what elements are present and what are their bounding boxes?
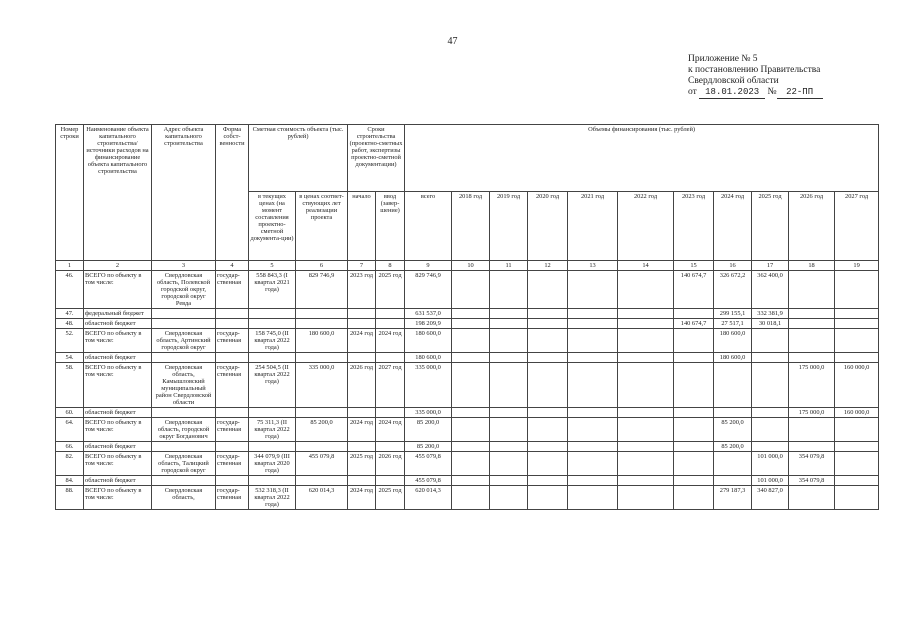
table-cell-col-12 <box>528 476 568 486</box>
table-cell-col-16 <box>714 452 752 476</box>
table-cell-col-11 <box>490 476 528 486</box>
table-cell-col-19 <box>835 329 879 353</box>
column-number: 11 <box>490 261 528 271</box>
table-cell-col-10 <box>452 452 490 476</box>
table-row <box>56 319 879 329</box>
header-address: Адрес объекта капитального строительства <box>152 125 216 261</box>
column-number: 17 <box>752 261 789 271</box>
table-cell-col-15 <box>674 418 714 442</box>
table-cell-col-2: областной бюджет <box>84 442 152 452</box>
header-estimated-cost: Сметная стоимость объекта (тыс. рублей) <box>249 125 348 192</box>
table-cell-col-19 <box>835 452 879 476</box>
table-cell-col-15 <box>674 309 714 319</box>
table-cell-col-19 <box>835 309 879 319</box>
table-cell-col-2: федеральный бюджет <box>84 309 152 319</box>
table-cell-col-8 <box>376 319 405 329</box>
table-cell-col-15: 140 674,7 <box>674 319 714 329</box>
table-cell-col-12 <box>528 309 568 319</box>
table-cell-col-1: 52. <box>56 329 84 353</box>
table-cell-col-13 <box>568 309 618 319</box>
table-cell-col-7 <box>348 309 376 319</box>
date-prefix: от <box>688 87 697 97</box>
table-cell-col-7: 2024 год <box>348 329 376 353</box>
table-cell-col-5: 158 745,0 (II квартал 2022 года) <box>249 329 296 353</box>
table-cell-col-5: 532 318,3 (II квартал 2022 года) <box>249 486 296 510</box>
table-cell-col-3 <box>152 476 216 486</box>
table-cell-col-17 <box>752 442 789 452</box>
table-cell-col-19 <box>835 442 879 452</box>
column-number: 1 <box>56 261 84 271</box>
table-cell-col-14 <box>618 408 674 418</box>
table-cell-col-10 <box>452 319 490 329</box>
table-cell-col-12 <box>528 442 568 452</box>
table-cell-col-18: 175 000,0 <box>789 363 835 408</box>
table-cell-col-11 <box>490 408 528 418</box>
table-cell-col-11 <box>490 319 528 329</box>
table-cell-col-17 <box>752 408 789 418</box>
table-cell-col-11 <box>490 271 528 309</box>
table-cell-col-1: 54. <box>56 353 84 363</box>
header-year: 2026 год <box>789 192 835 261</box>
table-cell-col-9: 829 746,9 <box>405 271 452 309</box>
table-cell-col-8: 2026 год <box>376 452 405 476</box>
table-cell-col-2: областной бюджет <box>84 408 152 418</box>
table-cell-col-17 <box>752 329 789 353</box>
table-cell-col-11 <box>490 353 528 363</box>
table-cell-col-4 <box>216 442 249 452</box>
table-cell-col-4: государ-ственная <box>216 271 249 309</box>
table-cell-col-19 <box>835 271 879 309</box>
table-cell-col-11 <box>490 418 528 442</box>
table-cell-col-1: 48. <box>56 319 84 329</box>
table-cell-col-1: 66. <box>56 442 84 452</box>
table-cell-col-4: государ-ственная <box>216 363 249 408</box>
table-cell-col-1: 46. <box>56 271 84 309</box>
table-cell-col-17: 332 381,9 <box>752 309 789 319</box>
table-cell-col-18 <box>789 329 835 353</box>
table-cell-col-5 <box>249 309 296 319</box>
table-cell-col-3: Свердловская область, Талицкий городской округ <box>152 452 216 476</box>
table-cell-col-1: 58. <box>56 363 84 408</box>
table-cell-col-7: 2026 год <box>348 363 376 408</box>
table-cell-col-4: государ-ственная <box>216 329 249 353</box>
table-cell-col-13 <box>568 353 618 363</box>
page-number: 47 <box>447 36 458 47</box>
table-cell-col-17 <box>752 353 789 363</box>
header-year: 2022 год <box>618 192 674 261</box>
table-cell-col-13 <box>568 442 618 452</box>
table-cell-col-7: 2024 год <box>348 486 376 510</box>
table-cell-col-10 <box>452 353 490 363</box>
table-cell-col-9: 85 200,0 <box>405 418 452 442</box>
table-cell-col-18 <box>789 309 835 319</box>
table-cell-col-14 <box>618 452 674 476</box>
table-row <box>56 408 879 418</box>
table-row <box>56 486 879 510</box>
column-number: 10 <box>452 261 490 271</box>
table-cell-col-4: государ-ственная <box>216 418 249 442</box>
table-cell-col-12 <box>528 408 568 418</box>
appendix-block <box>688 54 823 99</box>
header-row-number: Номер строки <box>56 125 84 261</box>
table-cell-col-15 <box>674 452 714 476</box>
table-cell-col-17 <box>752 418 789 442</box>
table-cell-col-15 <box>674 442 714 452</box>
header-cost-year-prices: в ценах соответ-ствующих лет реализации проекта <box>296 192 348 261</box>
table-cell-col-2: областной бюджет <box>84 476 152 486</box>
table-cell-col-7 <box>348 408 376 418</box>
column-number: 3 <box>152 261 216 271</box>
table-cell-col-9: 180 600,0 <box>405 329 452 353</box>
table-cell-col-2: ВСЕГО по объекту в том числе: <box>84 363 152 408</box>
table-cell-col-15 <box>674 476 714 486</box>
table-cell-col-15 <box>674 329 714 353</box>
table-cell-col-7 <box>348 319 376 329</box>
column-number: 5 <box>249 261 296 271</box>
table-cell-col-5 <box>249 442 296 452</box>
table-cell-col-14 <box>618 271 674 309</box>
table-cell-col-2: ВСЕГО по объекту в том числе: <box>84 418 152 442</box>
table-cell-col-16: 180 600,0 <box>714 353 752 363</box>
header-year: 2019 год <box>490 192 528 261</box>
table-cell-col-17: 101 000,0 <box>752 476 789 486</box>
table-cell-col-10 <box>452 442 490 452</box>
table-cell-col-14 <box>618 363 674 408</box>
table-cell-col-12 <box>528 271 568 309</box>
number-value: 22-ПП <box>777 87 823 99</box>
table-cell-col-12 <box>528 452 568 476</box>
table-cell-col-18: 354 079,8 <box>789 452 835 476</box>
table-cell-col-14 <box>618 319 674 329</box>
table-cell-col-8 <box>376 442 405 452</box>
table-cell-col-2: областной бюджет <box>84 319 152 329</box>
table-cell-col-17 <box>752 363 789 408</box>
table-cell-col-16 <box>714 363 752 408</box>
table-cell-col-5: 254 504,5 (II квартал 2022 года) <box>249 363 296 408</box>
table-cell-col-7: 2025 год <box>348 452 376 476</box>
table-cell-col-8: 2027 год <box>376 363 405 408</box>
table-cell-col-3: Свердловская область, <box>152 486 216 510</box>
column-number: 4 <box>216 261 249 271</box>
table-cell-col-5: 75 311,3 (II квартал 2022 года) <box>249 418 296 442</box>
table-cell-col-6 <box>296 442 348 452</box>
table-cell-col-8 <box>376 353 405 363</box>
column-number: 2 <box>84 261 152 271</box>
table-cell-col-8 <box>376 309 405 319</box>
table-cell-col-12 <box>528 418 568 442</box>
table-cell-col-14 <box>618 418 674 442</box>
table-cell-col-10 <box>452 476 490 486</box>
table-cell-col-9: 335 000,0 <box>405 363 452 408</box>
table-cell-col-6 <box>296 319 348 329</box>
header-funding-volume: Объемы финансирования (тыс. рублей) <box>405 125 879 192</box>
table-cell-col-4: государ-ственная <box>216 452 249 476</box>
table-cell-col-14 <box>618 309 674 319</box>
column-number: 6 <box>296 261 348 271</box>
table-cell-col-19 <box>835 353 879 363</box>
table-cell-col-12 <box>528 363 568 408</box>
table-cell-col-9: 180 600,0 <box>405 353 452 363</box>
table-cell-col-6 <box>296 309 348 319</box>
table-cell-col-4: государ-ственная <box>216 486 249 510</box>
header-year: 2021 год <box>568 192 618 261</box>
table-cell-col-6: 335 000,0 <box>296 363 348 408</box>
number-prefix: № <box>767 87 777 97</box>
column-number: 8 <box>376 261 405 271</box>
table-cell-col-3 <box>152 408 216 418</box>
table-cell-col-18 <box>789 319 835 329</box>
table-cell-col-11 <box>490 363 528 408</box>
table-row <box>56 271 879 309</box>
table-cell-col-16: 279 187,3 <box>714 486 752 510</box>
table-cell-col-9: 85 200,0 <box>405 442 452 452</box>
table-cell-col-13 <box>568 486 618 510</box>
table-row <box>56 452 879 476</box>
table-cell-col-12 <box>528 329 568 353</box>
table-cell-col-8 <box>376 408 405 418</box>
funding-table <box>55 124 879 510</box>
table-cell-col-10 <box>452 418 490 442</box>
header-term-start: начало <box>348 192 376 261</box>
table-cell-col-13 <box>568 271 618 309</box>
appendix-date-line <box>688 87 823 99</box>
table-cell-col-3: Свердловская область, Артинский городской округ <box>152 329 216 353</box>
column-number: 18 <box>789 261 835 271</box>
table-cell-col-16 <box>714 476 752 486</box>
table-cell-col-9: 455 079,8 <box>405 452 452 476</box>
table-cell-col-8: 2025 год <box>376 486 405 510</box>
table-cell-col-2: ВСЕГО по объекту в том числе: <box>84 452 152 476</box>
table-cell-col-14 <box>618 486 674 510</box>
table-cell-col-3 <box>152 442 216 452</box>
header-construction-terms: Сроки строительства (проектно-сметных работ, экспертизы проектно-сметной документации) <box>348 125 405 192</box>
table-cell-col-15: 140 674,7 <box>674 271 714 309</box>
header-year: 2018 год <box>452 192 490 261</box>
table-cell-col-1: 82. <box>56 452 84 476</box>
table-cell-col-4 <box>216 476 249 486</box>
table-cell-col-14 <box>618 442 674 452</box>
column-number: 12 <box>528 261 568 271</box>
table-cell-col-19 <box>835 418 879 442</box>
table-cell-col-19: 160 000,0 <box>835 363 879 408</box>
table-cell-col-13 <box>568 329 618 353</box>
table-cell-col-16: 299 155,1 <box>714 309 752 319</box>
table-cell-col-16: 85 200,0 <box>714 442 752 452</box>
table-row <box>56 353 879 363</box>
header-ownership: Форма собст-венности <box>216 125 249 261</box>
table-cell-col-4 <box>216 353 249 363</box>
table-cell-col-18: 175 000,0 <box>789 408 835 418</box>
header-year: 2024 год <box>714 192 752 261</box>
table-cell-col-12 <box>528 486 568 510</box>
table-cell-col-17: 101 000,0 <box>752 452 789 476</box>
table-cell-col-2: ВСЕГО по объекту в том числе: <box>84 329 152 353</box>
table-cell-col-17: 362 400,0 <box>752 271 789 309</box>
table-cell-col-9: 335 000,0 <box>405 408 452 418</box>
table-cell-col-4 <box>216 319 249 329</box>
column-number: 9 <box>405 261 452 271</box>
header-term-end: ввод (завер-шение) <box>376 192 405 261</box>
table-cell-col-1: 47. <box>56 309 84 319</box>
table-cell-col-3: Свердловская область, Полевской городской округ, городской округ Ревда <box>152 271 216 309</box>
table-row <box>56 309 879 319</box>
table-cell-col-18 <box>789 418 835 442</box>
table-cell-col-14 <box>618 353 674 363</box>
header-cost-current-prices: в текущих ценах (на момент составления проектно-сметной документа-ции) <box>249 192 296 261</box>
table-cell-col-13 <box>568 408 618 418</box>
table-row <box>56 442 879 452</box>
table-cell-col-13 <box>568 476 618 486</box>
table-cell-col-3 <box>152 319 216 329</box>
table-cell-col-6: 829 746,9 <box>296 271 348 309</box>
table-cell-col-11 <box>490 442 528 452</box>
table-cell-col-10 <box>452 309 490 319</box>
table-cell-col-2: ВСЕГО по объекту в том числе: <box>84 271 152 309</box>
column-number: 7 <box>348 261 376 271</box>
table-row <box>56 363 879 408</box>
table-cell-col-6: 620 014,3 <box>296 486 348 510</box>
table-cell-col-5: 558 843,3 (I квартал 2021 года) <box>249 271 296 309</box>
table-cell-col-18 <box>789 271 835 309</box>
table-cell-col-10 <box>452 408 490 418</box>
table-cell-col-12 <box>528 353 568 363</box>
table-cell-col-13 <box>568 363 618 408</box>
table-cell-col-15 <box>674 363 714 408</box>
table-cell-col-3: Свердловская область, городской округ Богданович <box>152 418 216 442</box>
table-cell-col-10 <box>452 271 490 309</box>
table-cell-col-3: Свердловская область, Камышловский муниципальный район Свердловской области <box>152 363 216 408</box>
table-cell-col-9: 631 537,0 <box>405 309 452 319</box>
table-cell-col-11 <box>490 486 528 510</box>
date-value: 18.01.2023 <box>699 87 765 99</box>
table-cell-col-16: 27 517,1 <box>714 319 752 329</box>
table-cell-col-16 <box>714 408 752 418</box>
table-cell-col-17: 30 018,1 <box>752 319 789 329</box>
table-cell-col-11 <box>490 329 528 353</box>
table-cell-col-18 <box>789 442 835 452</box>
table-cell-col-5 <box>249 319 296 329</box>
table-cell-col-15 <box>674 353 714 363</box>
table-cell-col-7: 2023 год <box>348 271 376 309</box>
header-row-1 <box>56 125 879 192</box>
table-cell-col-19: 160 000,0 <box>835 408 879 418</box>
table-cell-col-5 <box>249 353 296 363</box>
table-cell-col-2: областной бюджет <box>84 353 152 363</box>
table-cell-col-8: 2024 год <box>376 329 405 353</box>
table-cell-col-16: 85 200,0 <box>714 418 752 442</box>
column-number: 15 <box>674 261 714 271</box>
table-cell-col-9: 198 209,9 <box>405 319 452 329</box>
table-cell-col-4 <box>216 309 249 319</box>
table-cell-col-6 <box>296 353 348 363</box>
column-number-row <box>56 261 879 271</box>
table-cell-col-7 <box>348 442 376 452</box>
table-cell-col-7 <box>348 476 376 486</box>
appendix-line-2: к постановлению Правительства <box>688 65 821 75</box>
table-cell-col-6: 455 079,8 <box>296 452 348 476</box>
table-cell-col-4 <box>216 408 249 418</box>
table-cell-col-18: 354 079,8 <box>789 476 835 486</box>
table-cell-col-9: 455 079,8 <box>405 476 452 486</box>
table-cell-col-5: 344 079,9 (III квартал 2020 года) <box>249 452 296 476</box>
table-cell-col-6: 180 600,0 <box>296 329 348 353</box>
header-year: 2023 год <box>674 192 714 261</box>
table-row <box>56 418 879 442</box>
header-object-name: Наименование объекта капитального строительства/ источники расходов на финансирование объекта капитального строительства <box>84 125 152 261</box>
table-cell-col-5 <box>249 476 296 486</box>
column-number: 13 <box>568 261 618 271</box>
table-cell-col-8 <box>376 476 405 486</box>
table-cell-col-19 <box>835 476 879 486</box>
table-cell-col-10 <box>452 486 490 510</box>
appendix-line-3: Свердловской области <box>688 76 779 86</box>
table-cell-col-11 <box>490 452 528 476</box>
table-cell-col-10 <box>452 363 490 408</box>
header-year: 2027 год <box>835 192 879 261</box>
column-number: 14 <box>618 261 674 271</box>
table-cell-col-13 <box>568 319 618 329</box>
table-cell-col-11 <box>490 309 528 319</box>
table-cell-col-12 <box>528 319 568 329</box>
table-cell-col-2: ВСЕГО по объекту в том числе: <box>84 486 152 510</box>
table-cell-col-13 <box>568 418 618 442</box>
table-cell-col-7 <box>348 353 376 363</box>
header-year: 2020 год <box>528 192 568 261</box>
table-cell-col-1: 60. <box>56 408 84 418</box>
table-cell-col-17: 340 827,0 <box>752 486 789 510</box>
header-total: всего <box>405 192 452 261</box>
table-cell-col-1: 88. <box>56 486 84 510</box>
table-cell-col-1: 64. <box>56 418 84 442</box>
table-row <box>56 329 879 353</box>
table-cell-col-14 <box>618 329 674 353</box>
table-cell-col-5 <box>249 408 296 418</box>
table-cell-col-1: 84. <box>56 476 84 486</box>
table-cell-col-15 <box>674 408 714 418</box>
table-cell-col-8: 2024 год <box>376 418 405 442</box>
table-cell-col-3 <box>152 309 216 319</box>
table-cell-col-10 <box>452 329 490 353</box>
column-number: 19 <box>835 261 879 271</box>
table-cell-col-6: 85 200,0 <box>296 418 348 442</box>
table-cell-col-6 <box>296 476 348 486</box>
appendix-title: Приложение № 5 <box>688 54 758 64</box>
table-row <box>56 476 879 486</box>
table-cell-col-16: 326 672,2 <box>714 271 752 309</box>
table-cell-col-18 <box>789 486 835 510</box>
table-cell-col-19 <box>835 319 879 329</box>
header-year: 2025 год <box>752 192 789 261</box>
table-cell-col-6 <box>296 408 348 418</box>
table-cell-col-15 <box>674 486 714 510</box>
table-cell-col-19 <box>835 486 879 510</box>
table-cell-col-9: 620 014,3 <box>405 486 452 510</box>
table-cell-col-13 <box>568 452 618 476</box>
table-cell-col-14 <box>618 476 674 486</box>
column-number: 16 <box>714 261 752 271</box>
table-cell-col-7: 2024 год <box>348 418 376 442</box>
table-cell-col-3 <box>152 353 216 363</box>
table-cell-col-8: 2025 год <box>376 271 405 309</box>
table-cell-col-18 <box>789 353 835 363</box>
table-cell-col-16: 180 600,0 <box>714 329 752 353</box>
